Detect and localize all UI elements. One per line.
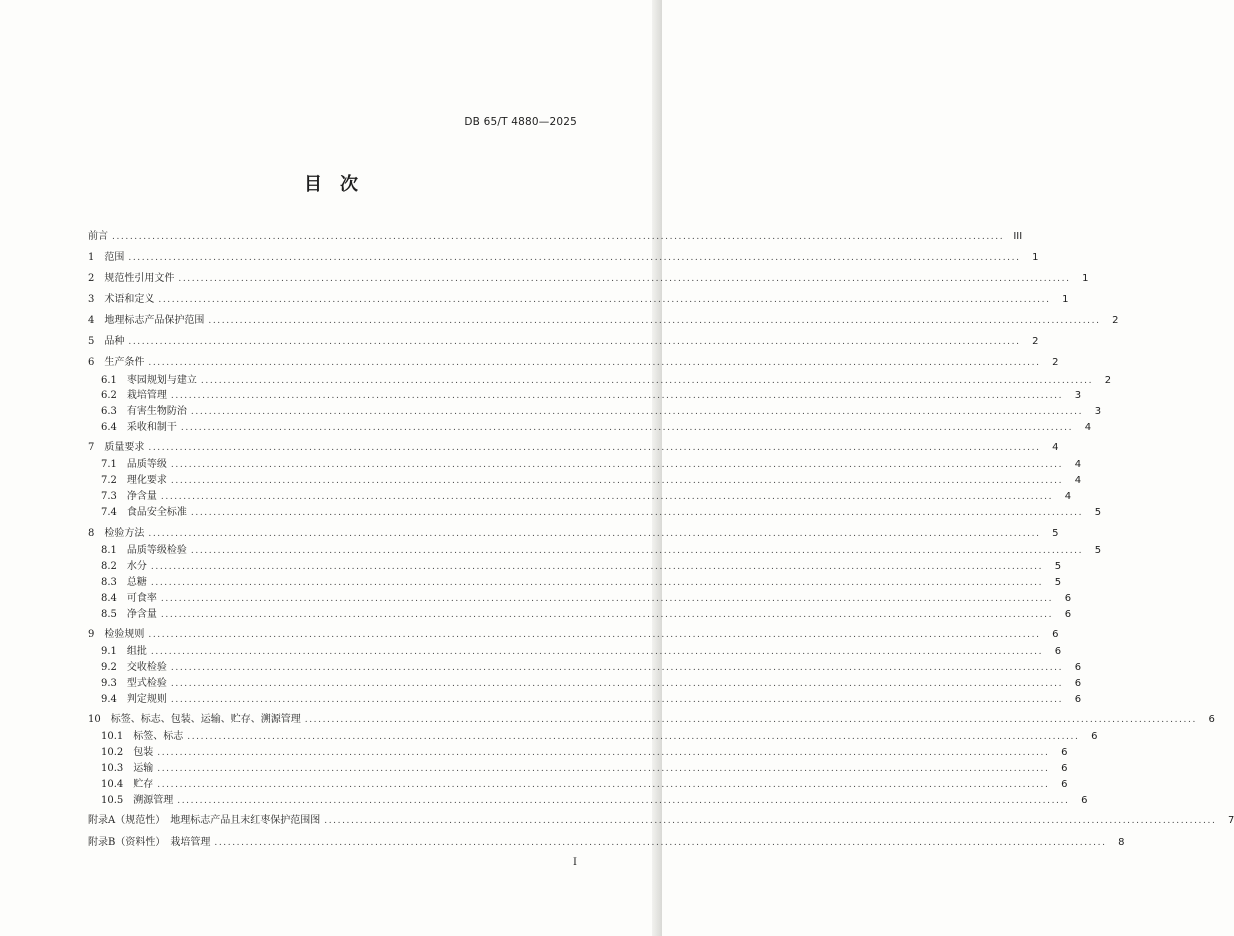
- toc-leader-dots: ........................................................................................................................................................................................................: [190, 546, 1084, 556]
- toc-entry-page: 2: [1112, 315, 1119, 326]
- toc-entry-page: 6: [1074, 678, 1082, 689]
- toc-leader-dots: ........................................................................................................................................................................................................: [148, 529, 1041, 539]
- toc-leader-dots: ........................................................................................................................................................................................................: [324, 816, 1217, 826]
- toc-entry-page: 6: [1061, 763, 1068, 774]
- toc-entry[interactable]: [101, 506, 1102, 520]
- toc-entry[interactable]: [88, 356, 1059, 370]
- toc-entry-page: 6: [1081, 795, 1088, 806]
- toc-entry[interactable]: [101, 490, 1072, 504]
- toc-entry[interactable]: [101, 458, 1082, 472]
- toc-entry-label: 3 术语和定义: [88, 294, 155, 305]
- toc-leader-dots: ........................................................................................................................................................................................................: [160, 492, 1054, 502]
- toc-entry-page: 2: [1052, 357, 1059, 368]
- toc-entry[interactable]: [101, 762, 1068, 776]
- toc-entry[interactable]: [101, 661, 1082, 675]
- toc-entry-label: 10.4 贮存: [101, 779, 154, 790]
- toc-leader-dots: ........................................................................................................................................................................................................: [304, 715, 1197, 725]
- toc-entry-label: 6 生产条件: [88, 357, 145, 368]
- toc-leader-dots: ........................................................................................................................................................................................................: [150, 562, 1044, 572]
- toc-leader-dots: ........................................................................................................................................................................................................: [157, 748, 1050, 758]
- toc-leader-dots: ........................................................................................................................................................................................................: [128, 337, 1021, 347]
- toc-leader-dots: ........................................................................................................................................................................................................: [148, 358, 1041, 368]
- toc-leader-dots: ........................................................................................................................................................................................................: [170, 663, 1064, 673]
- document-code: DB 65/T 4880—2025: [464, 116, 577, 128]
- toc-leader-dots: ........................................................................................................................................................................................................: [190, 508, 1084, 518]
- toc-entry[interactable]: [101, 405, 1102, 419]
- toc-entry-page: 4: [1074, 475, 1082, 486]
- toc-entry-label: 10.1 标签、标志: [101, 731, 184, 742]
- toc-leader-dots: ........................................................................................................................................................................................................: [157, 764, 1050, 774]
- toc-entry-label: 8.4 可食率: [101, 593, 157, 604]
- toc-entry-label: 前言: [88, 231, 108, 242]
- toc-entry-label: 9.2 交收检验: [101, 662, 167, 673]
- toc-entry-label: 10.5 溯源管理: [101, 795, 174, 806]
- toc-leader-dots: ........................................................................................................................................................................................................: [170, 476, 1064, 486]
- toc-entry-label: 10.3 运输: [101, 763, 154, 774]
- toc-entry[interactable]: [88, 836, 1125, 850]
- toc-entry[interactable]: [101, 730, 1098, 744]
- toc-entry-label: 附录A（规范性） 地理标志产品且末红枣保护范围图: [88, 815, 321, 826]
- toc-entry-label: 7.2 理化要求: [101, 475, 167, 486]
- toc-entry-label: 9.4 判定规则: [101, 694, 167, 705]
- toc-entry-page: 5: [1094, 545, 1102, 556]
- toc-entry-label: 6.2 栽培管理: [101, 390, 167, 401]
- toc-leader-dots: ........................................................................................................................................................................................................: [170, 460, 1064, 470]
- toc-leader-dots: ........................................................................................................................................................................................................: [112, 232, 1005, 242]
- toc-leader-dots: ........................................................................................................................................................................................................: [170, 695, 1064, 705]
- toc-entry-page: 6: [1061, 779, 1068, 790]
- toc-leader-dots: ........................................................................................................................................................................................................: [157, 780, 1050, 790]
- toc-entry[interactable]: [101, 645, 1062, 659]
- toc-entry-label: 5 品种: [88, 336, 125, 347]
- toc-entry-label: 6.1 枣园规划与建立: [101, 375, 197, 386]
- toc-leader-dots: ........................................................................................................................................................................................................: [214, 838, 1107, 848]
- toc-entry-page: 5: [1052, 528, 1059, 539]
- toc-entry-label: 10 标签、标志、包装、运输、贮存、溯源管理: [88, 714, 301, 725]
- toc-entry-label: 7.4 食品安全标准: [101, 507, 187, 518]
- toc-leader-dots: ........................................................................................................................................................................................................: [150, 647, 1044, 657]
- toc-entry[interactable]: [101, 474, 1082, 488]
- toc-entry-label: 附录B（资料性） 栽培管理: [88, 837, 211, 848]
- toc-entry[interactable]: [88, 713, 1215, 727]
- toc-entry[interactable]: [101, 389, 1082, 403]
- toc-entry[interactable]: [101, 746, 1068, 760]
- toc-entry-label: 6.4 采收和制干: [101, 422, 177, 433]
- toc-entry-page: 5: [1054, 561, 1062, 572]
- toc-entry[interactable]: [101, 544, 1102, 558]
- toc-entry[interactable]: [101, 778, 1068, 792]
- toc-entry-label: 8.1 品质等级检验: [101, 545, 187, 556]
- toc-entry-label: 6.3 有害生物防治: [101, 406, 187, 417]
- toc-entry-label: 10.2 包装: [101, 747, 154, 758]
- toc-entry-page: 4: [1074, 459, 1082, 470]
- toc-leader-dots: ........................................................................................................................................................................................................: [128, 253, 1021, 263]
- toc-entry-page: 7: [1228, 815, 1234, 826]
- toc-entry-label: 2 规范性引用文件: [88, 273, 175, 284]
- toc-leader-dots: ........................................................................................................................................................................................................: [200, 376, 1094, 386]
- toc-entry-page: 1: [1062, 294, 1069, 305]
- toc-entry-label: 8.3 总糖: [101, 577, 147, 588]
- toc-entry-label: 8.2 水分: [101, 561, 147, 572]
- toc-entry-page: III: [1013, 231, 1023, 242]
- toc-entry-page: 1: [1082, 273, 1089, 284]
- toc-entry[interactable]: [88, 335, 1039, 349]
- toc-entry-page: 4: [1052, 442, 1059, 453]
- toc-entry-page: 3: [1074, 390, 1082, 401]
- toc-entry[interactable]: [88, 628, 1059, 642]
- toc-leader-dots: ........................................................................................................................................................................................................: [190, 407, 1084, 417]
- toc-entry-page: 5: [1054, 577, 1062, 588]
- page-number: I: [573, 857, 577, 868]
- toc-leader-dots: ........................................................................................................................................................................................................: [158, 295, 1051, 305]
- toc-entry-page: 2: [1032, 336, 1039, 347]
- toc-entry[interactable]: [88, 314, 1119, 328]
- toc-entry-label: 8.5 净含量: [101, 609, 157, 620]
- toc-entry-page: 6: [1064, 609, 1072, 620]
- toc-leader-dots: ........................................................................................................................................................................................................: [160, 594, 1054, 604]
- toc-entry-label: 4 地理标志产品保护范围: [88, 315, 205, 326]
- toc-entry[interactable]: [101, 374, 1112, 388]
- toc-leader-dots: ........................................................................................................................................................................................................: [170, 391, 1064, 401]
- toc-entry-page: 8: [1118, 837, 1125, 848]
- toc-entry[interactable]: [101, 576, 1062, 590]
- toc-leader-dots: ........................................................................................................................................................................................................: [148, 630, 1041, 640]
- toc-entry-page: 6: [1091, 731, 1098, 742]
- toc-entry[interactable]: [88, 293, 1069, 307]
- toc-entry-page: 6: [1054, 646, 1062, 657]
- toc-leader-dots: ........................................................................................................................................................................................................: [177, 796, 1070, 806]
- toc-entry-label: 7.1 品质等级: [101, 459, 167, 470]
- toc-leader-dots: ........................................................................................................................................................................................................: [180, 423, 1074, 433]
- toc-entry-label: 7.3 净含量: [101, 491, 157, 502]
- toc-entry[interactable]: [88, 251, 1039, 265]
- toc-entry[interactable]: [101, 693, 1082, 707]
- toc-entry-page: 2: [1104, 375, 1112, 386]
- toc-entry-page: 4: [1064, 491, 1072, 502]
- toc-leader-dots: ........................................................................................................................................................................................................: [187, 732, 1080, 742]
- toc-entry-page: 6: [1074, 694, 1082, 705]
- toc-entry-page: 6: [1061, 747, 1068, 758]
- toc-entry-label: 7 质量要求: [88, 442, 145, 453]
- toc-entry[interactable]: [101, 560, 1062, 574]
- toc-entry[interactable]: [101, 677, 1082, 691]
- toc-entry[interactable]: [101, 421, 1092, 435]
- page-title: 目 次: [304, 174, 358, 195]
- toc-entry-page: 3: [1094, 406, 1102, 417]
- toc-entry-label: 1 范围: [88, 252, 125, 263]
- toc-leader-dots: ........................................................................................................................................................................................................: [178, 274, 1071, 284]
- toc-entry[interactable]: [88, 814, 1234, 828]
- toc-leader-dots: ........................................................................................................................................................................................................: [170, 679, 1064, 689]
- toc-entry[interactable]: [101, 592, 1072, 606]
- toc-entry-page: 4: [1084, 422, 1092, 433]
- toc-entry-page: 6: [1064, 593, 1072, 604]
- toc-entry[interactable]: [88, 230, 1023, 244]
- toc-entry-page: 6: [1074, 662, 1082, 673]
- toc-leader-dots: ........................................................................................................................................................................................................: [148, 443, 1041, 453]
- toc-entry-page: 1: [1032, 252, 1039, 263]
- toc-entry[interactable]: [88, 441, 1059, 455]
- toc-entry-page: 6: [1052, 629, 1059, 640]
- toc-entry-label: 9.3 型式检验: [101, 678, 167, 689]
- toc-leader-dots: ........................................................................................................................................................................................................: [208, 316, 1101, 326]
- toc-entry[interactable]: [101, 608, 1072, 622]
- toc-entry-label: 9 检验规则: [88, 629, 145, 640]
- toc-entry-label: 8 检验方法: [88, 528, 145, 539]
- toc-entry[interactable]: [88, 527, 1059, 541]
- toc-entry[interactable]: [88, 272, 1089, 286]
- toc-entry-page: 6: [1208, 714, 1215, 725]
- toc-leader-dots: ........................................................................................................................................................................................................: [160, 610, 1054, 620]
- toc-entry-label: 9.1 组批: [101, 646, 147, 657]
- toc-leader-dots: ........................................................................................................................................................................................................: [150, 578, 1044, 588]
- toc-entry[interactable]: [101, 794, 1088, 808]
- toc-entry-page: 5: [1094, 507, 1102, 518]
